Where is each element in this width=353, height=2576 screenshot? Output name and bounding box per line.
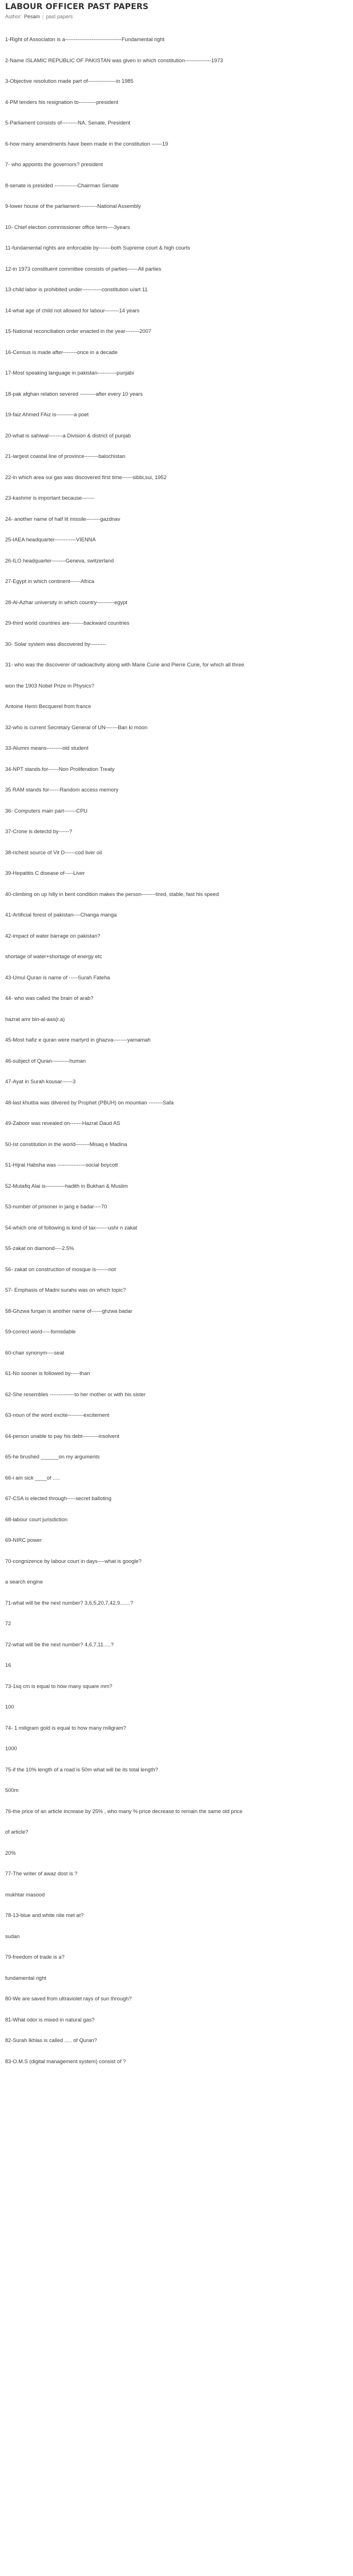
question-item: 1000 (5, 1746, 17, 1751)
question-item: 19-faiz Ahmed FAiz is----------a poet (5, 412, 89, 417)
category-link[interactable]: past papers (46, 14, 73, 19)
question-item: 77-The writer of awaz dost is ? (5, 1871, 78, 1876)
question-item: of article? (5, 1829, 29, 1835)
question-item: 37-Crone is detectd by------? (5, 829, 73, 834)
question-item: 54-which one of following is kind of tax-------ushr n zakat (5, 1224, 137, 1231)
question-item: 25-IAEA headquarter------------VIENNA (5, 537, 96, 542)
question-item: 3-Objective resolution made part of----------------in 1985 (5, 78, 134, 84)
question-item: 500m (5, 1787, 19, 1793)
question-item: 49-Zaboor was revealed on-------Hazrat Daud AS (5, 1120, 121, 1126)
question-item: 71-what will be the next number? 3,6,5,20,7,42,9.......? (5, 1600, 134, 1606)
question-item: 59-correct word-----formidable (5, 1329, 76, 1335)
question-item: 10- Chief election commissioner office term----3years (5, 224, 130, 230)
question-item: 65-he brushed ______on my arguments (5, 1454, 100, 1460)
question-item: 4-PM tenders his resignation to----------president (5, 99, 118, 105)
question-item: 5-Parliament consists of---------NA, Senate, President (5, 120, 131, 126)
question-item: 70-congnizence by labour court in days----what is google? (5, 1558, 142, 1564)
question-item: 43-Umul Quran is name of -----Surah Fateha (5, 974, 110, 980)
question-item: 20% (5, 1850, 16, 1856)
question-item: 81-What odor is mixed in natural gas? (5, 2016, 95, 2023)
question-item: 2-Name ISLAMIC REPUBLIC OF PAKISTAN was given in which constitution---------------1973 (5, 57, 223, 63)
question-item: sudan (5, 1933, 20, 1939)
question-item: 45-Most hafiz e quran were martyrd in ghazva--------yamamah (5, 1037, 151, 1043)
question-item: 60-chair synonym----seat (5, 1349, 65, 1356)
question-item: 76-the price of an article increase by 25% , who many % price decrease to remain the same old price (5, 1808, 243, 1814)
question-item: 58-Ghzwa furqan is another name of------ghzwa badar (5, 1308, 133, 1314)
question-item: mukhtar masood (5, 1891, 45, 1898)
question-item: 11-fundamental rights are enforcable by-------both Supreme court & high courts (5, 245, 190, 251)
question-item: fundamental right (5, 1975, 46, 1981)
question-item: 33-Alumni means---------old student (5, 745, 89, 751)
question-item: 34-NPT stands for------Non Proliferation Treaty (5, 766, 115, 772)
question-item: 78-13-blue and white nile met at? (5, 1912, 84, 1918)
question-item: 32-who is current Secretary General of UN-------Ban ki moon (5, 724, 148, 730)
question-item: 7- who appoints the governors? president (5, 162, 103, 167)
question-item: 15-National reconciliation order enacted in the year--------2007 (5, 328, 151, 334)
question-item: 47-Ayat in Surah kousar------3 (5, 1079, 76, 1084)
question-item: 72 (5, 1621, 11, 1626)
question-item: 80-We are saved from ultraviolet rays of sun through? (5, 1996, 132, 2002)
meta-separator: | (42, 14, 44, 19)
question-item: 16 (5, 1662, 11, 1668)
question-item: 21-largest coastal line of province--------balochistan (5, 453, 126, 459)
question-item: 24- another name of half lit missile--------gazdnav (5, 516, 121, 522)
question-item: 40-climbing on up hilly in bent condition makes the person--------tired, stable, fast his speed (5, 891, 219, 897)
question-item: 52-Mutafiq Alai is-----------hadith in Bukhari & Muslim (5, 1183, 128, 1189)
question-item: 22-in which area sui gas was discovered first time------sibbi,sui, 1952 (5, 474, 167, 480)
question-item: 16-Census is made after--------once in a decade (5, 349, 118, 355)
question-list (5, 36, 348, 2065)
question-item: 62-She resembles --------------to her mother or with his sister (5, 1391, 146, 1397)
question-item: Antoine Henri Becquerel from france (5, 704, 91, 709)
question-item: 50-Ist constitution in the world--------Misaq e Madina (5, 1141, 127, 1147)
question-item: 12-in 1973 constituent committee consists of parties------All parties (5, 266, 162, 272)
question-item: 9-lower house of the parliament----------National Assembly (5, 203, 141, 209)
article-meta (5, 14, 348, 20)
question-item: 1-Right of Associaton is a--------------------------------Fundamental right (5, 37, 165, 42)
question-item: 48-last khutba was dilvered by Prophet (PBUH) on mountian --------Safa (5, 1099, 174, 1106)
question-item: 68-labour court jurisdiction (5, 1516, 68, 1522)
question-item: 36- Computers main part-------CPU (5, 807, 88, 814)
author-label: Author: (5, 14, 22, 19)
question-item: 53-number of prisoner in jang e badar----70 (5, 1204, 107, 1209)
question-item: 56- zakat on construction of mosque is-------not (5, 1266, 116, 1272)
question-item: 64-person unable to pay his debt---------insolvent (5, 1433, 119, 1439)
question-item: hazrat amr bin-al-aas(r.a) (5, 1016, 65, 1022)
question-item: 13-child labor is prohibited under-----------constitution u/art 11 (5, 287, 148, 292)
question-item: 82-Surah Ikhlas is called ..... of Quran? (5, 2038, 97, 2043)
question-item: 63-noun of the word excite---------excitement (5, 1412, 110, 1418)
question-item: 44- who was called the brain of arab? (5, 995, 94, 1001)
question-item: a search engine (5, 1579, 43, 1585)
author-link[interactable]: Pesam (24, 14, 41, 19)
question-item: 67-CSA is elected through-----secret balloting (5, 1496, 112, 1501)
question-item: 79-freedom of trade is a? (5, 1954, 65, 1960)
question-item: 35 RAM stands for------Random access memory (5, 787, 119, 793)
question-item: 18-pak afghan relation severed ---------after every 10 years (5, 391, 143, 397)
question-item: 31- who was the discoverer of radioactivity along with Marie Curie and Pierre Curie, for which all three (5, 662, 244, 668)
question-item: 17-Most speaking language in pakistan-----------punjabi (5, 370, 134, 376)
question-item: 23-kashmir is important because------- (5, 495, 95, 501)
question-item: 73-1sq cm is equal to how many square mm? (5, 1683, 113, 1689)
question-item: 38-richest source of Vit D------cod liver oil (5, 849, 102, 855)
question-item: 30- Solar system was discovered by--------- (5, 641, 106, 647)
question-item: 55-zakat on diamond----2.5% (5, 1245, 74, 1251)
question-item: 26-ILO headquarter--------Geneva, switzerland (5, 557, 114, 564)
question-item: 41-Artificial forest of pakistan----Changa manga (5, 912, 117, 918)
question-item: 46-subject of Quran----------human (5, 1058, 86, 1064)
question-item: 51-Hijrat Habsha was ----------------social boycott (5, 1162, 118, 1168)
question-item: 28-Al-Azhar university in which country----------egypt (5, 599, 127, 605)
question-item: 42-impact of water barrage on pakistan? (5, 933, 101, 939)
question-item: 61-No sooner is followed by-----than (5, 1371, 90, 1376)
question-item: 29-third world countries are--------backward countries (5, 620, 130, 626)
question-item: shortage of water+shortage of energy etc (5, 954, 102, 959)
question-item: 8-senate is presided -------------Chairman Senate (5, 182, 119, 188)
question-item: 39-Hepatitis C disease of-----Liver (5, 870, 85, 876)
question-item: 74- 1 miligram gold is equal to how many miligram? (5, 1725, 126, 1731)
question-item: 72-what will be the next number? 4,6,7,11.....? (5, 1641, 114, 1647)
question-item: 75-if the 10% length of a road is 50m what will be its total length? (5, 1766, 158, 1773)
article-title: LABOUR OFFICER PAST PAPERS (5, 2, 149, 11)
question-item: 69-NIRC power (5, 1537, 42, 1543)
question-item: 83-O.M.S (digital management system) consist of ? (5, 2058, 126, 2064)
question-item: 57- Emphasis of Madni surahs was on which topic? (5, 1287, 126, 1293)
question-item: 6-how many amendments have been made in the constitution ------19 (5, 140, 169, 147)
question-item: 14-what age of child not allowed for labour--------14 years (5, 307, 140, 314)
question-item: 27-Egypt in which continent------Africa (5, 578, 95, 584)
question-item: 20-what is sahiwal--------a Division & district of punjab (5, 432, 131, 439)
question-item: won the 1903 Nobel Prize in Physics? (5, 682, 95, 689)
question-item: 100 (5, 1704, 14, 1710)
question-item: 66-i am sick ____of ..... (5, 1474, 61, 1481)
